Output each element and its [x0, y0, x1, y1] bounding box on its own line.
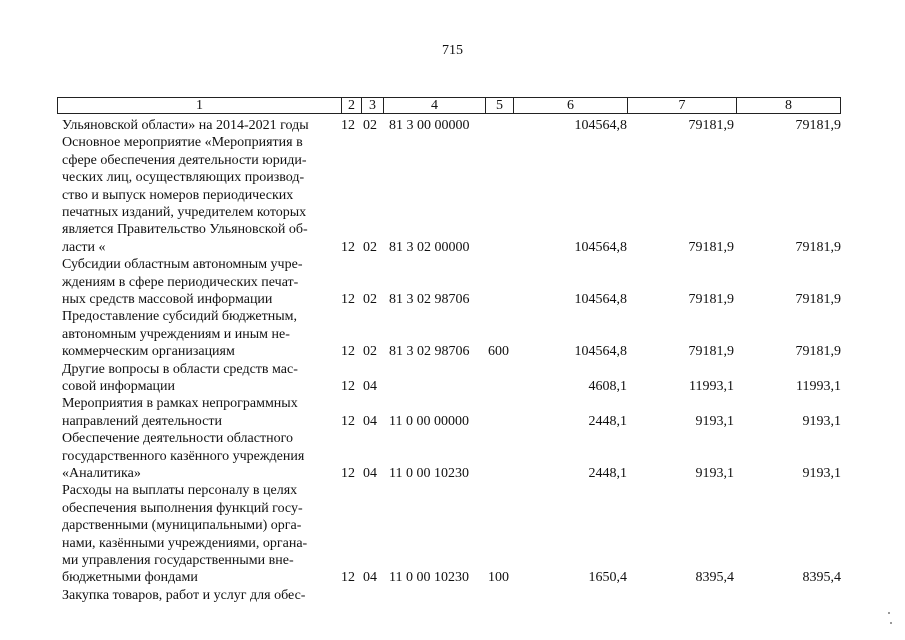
description-line: направлений деятельности — [62, 413, 222, 429]
description-line: Ульяновской области» на 2014-2021 годы — [62, 118, 309, 133]
description-line: Закупка товаров, работ и услуг для обес- — [62, 587, 306, 603]
table-header — [57, 97, 841, 114]
amount-col-8: 79181,9 — [795, 344, 841, 360]
description-line: ми управления государственными вне- — [62, 552, 294, 568]
section-code: 12 — [341, 465, 355, 481]
amount-col-8: 9193,1 — [802, 465, 841, 481]
description-line: государственного казённого учреждения — [62, 448, 305, 464]
subsection-code: 04 — [363, 465, 377, 481]
header-col-3: 3 — [361, 98, 383, 113]
table-row — [0, 256, 905, 308]
amount-col-7: 8395,4 — [695, 570, 734, 586]
description-line: ждениям в сфере периодических печат- — [62, 274, 299, 290]
description-line: бюджетными фондами — [62, 570, 198, 586]
section-code: 12 — [341, 570, 355, 586]
row-description — [62, 361, 334, 396]
table-row — [0, 395, 905, 430]
description-line: дарственными (муниципальными) орга- — [62, 518, 302, 534]
amount-col-7: 11993,1 — [689, 378, 734, 394]
target-article-code: 11 0 00 00000 — [389, 413, 469, 429]
amount-col-7: 9193,1 — [695, 465, 734, 481]
header-col-1: 1 — [196, 98, 203, 113]
amount-col-6: 4608,1 — [588, 378, 627, 394]
description-line: Субсидии областным автономным учре- — [62, 257, 303, 273]
row-description — [62, 430, 334, 482]
scan-speck — [890, 622, 892, 624]
header-col-8: 8 — [736, 98, 840, 113]
header-col-7: 7 — [627, 98, 736, 113]
subsection-code: 02 — [363, 239, 377, 255]
description-line: Мероприятия в рамках непрограммных — [62, 396, 298, 412]
description-line: ласти « — [62, 239, 106, 255]
section-code: 12 — [341, 239, 355, 255]
amount-col-7: 79181,9 — [688, 118, 734, 133]
table-row — [0, 134, 905, 256]
row-description — [62, 256, 334, 308]
description-line: автономным учреждениям и иным не- — [62, 326, 290, 342]
page-number: 715 — [442, 43, 463, 58]
description-line: Предоставление субсидий бюджетным, — [62, 309, 298, 325]
description-line: «Аналитика» — [62, 465, 141, 481]
row-description — [62, 117, 334, 134]
amount-col-6: 1650,4 — [588, 570, 627, 586]
header-col-5: 5 — [485, 98, 513, 113]
amount-col-6: 104564,8 — [574, 344, 627, 360]
description-line: Основное мероприятие «Мероприятия в — [62, 135, 303, 151]
description-line: ческих лиц, осуществляющих производ- — [62, 170, 305, 186]
amount-col-8: 9193,1 — [802, 413, 841, 429]
section-code: 12 — [341, 344, 355, 360]
amount-col-6: 2448,1 — [588, 465, 627, 481]
amount-col-6: 104564,8 — [574, 118, 627, 133]
table-row — [0, 482, 905, 586]
amount-col-8: 79181,9 — [795, 239, 841, 255]
header-col-4: 4 — [383, 98, 485, 113]
amount-col-6: 2448,1 — [588, 413, 627, 429]
target-article-code: 81 3 02 00000 — [389, 239, 470, 255]
subsection-code: 04 — [363, 378, 377, 394]
row-description — [62, 134, 334, 256]
description-line: Расходы на выплаты персоналу в целях — [62, 483, 298, 499]
table-row — [0, 308, 905, 360]
row-description — [62, 308, 334, 360]
description-line: сфере обеспечения деятельности юриди- — [62, 152, 307, 168]
subsection-code: 04 — [363, 413, 377, 429]
amount-col-6: 104564,8 — [574, 291, 627, 307]
subsection-code: 02 — [363, 118, 377, 133]
amount-col-7: 9193,1 — [695, 413, 734, 429]
amount-col-8: 79181,9 — [795, 118, 841, 133]
expense-type-code: 100 — [488, 570, 509, 586]
header-col-6: 6 — [513, 98, 627, 113]
amount-col-8: 79181,9 — [795, 291, 841, 307]
amount-col-8: 8395,4 — [802, 570, 841, 586]
row-description — [62, 587, 334, 604]
description-line: Другие вопросы в области средств мас- — [62, 361, 298, 377]
description-line: является Правительство Ульяновской об- — [62, 222, 308, 238]
section-code: 12 — [341, 413, 355, 429]
scan-speck — [888, 612, 890, 614]
table-row — [0, 361, 905, 396]
budget-table-body — [0, 117, 905, 604]
amount-col-7: 79181,9 — [688, 239, 734, 255]
table-row — [0, 117, 905, 134]
section-code: 12 — [341, 291, 355, 307]
description-line: печатных изданий, учредителем которых — [62, 205, 307, 221]
target-article-code: 11 0 00 10230 — [389, 465, 469, 481]
amount-col-8: 11993,1 — [796, 378, 841, 394]
subsection-code: 02 — [363, 344, 377, 360]
target-article-code: 81 3 02 98706 — [389, 344, 470, 360]
table-row — [0, 587, 905, 604]
header-col-2: 2 — [341, 98, 361, 113]
amount-col-7: 79181,9 — [688, 291, 734, 307]
expense-type-code: 600 — [488, 344, 509, 360]
row-description — [62, 482, 334, 586]
description-line: ных средств массовой информации — [62, 292, 273, 307]
description-line: ство и выпуск номеров периодических — [62, 187, 294, 203]
row-description — [62, 395, 334, 430]
subsection-code: 04 — [363, 570, 377, 586]
section-code: 12 — [341, 118, 355, 133]
amount-col-6: 104564,8 — [574, 239, 627, 255]
section-code: 12 — [341, 378, 355, 394]
description-line: коммерческим организациям — [62, 344, 235, 360]
description-line: совой информации — [62, 378, 176, 394]
subsection-code: 02 — [363, 291, 377, 307]
target-article-code: 81 3 00 00000 — [389, 118, 470, 133]
description-line: Обеспечение деятельности областного — [62, 431, 293, 447]
target-article-code: 81 3 02 98706 — [389, 291, 470, 307]
description-line: обеспечения выполнения функций госу- — [62, 500, 303, 516]
target-article-code: 11 0 00 10230 — [389, 570, 469, 586]
description-line: нами, казёнными учреждениями, органа- — [62, 535, 308, 551]
table-row — [0, 430, 905, 482]
amount-col-7: 79181,9 — [688, 344, 734, 360]
